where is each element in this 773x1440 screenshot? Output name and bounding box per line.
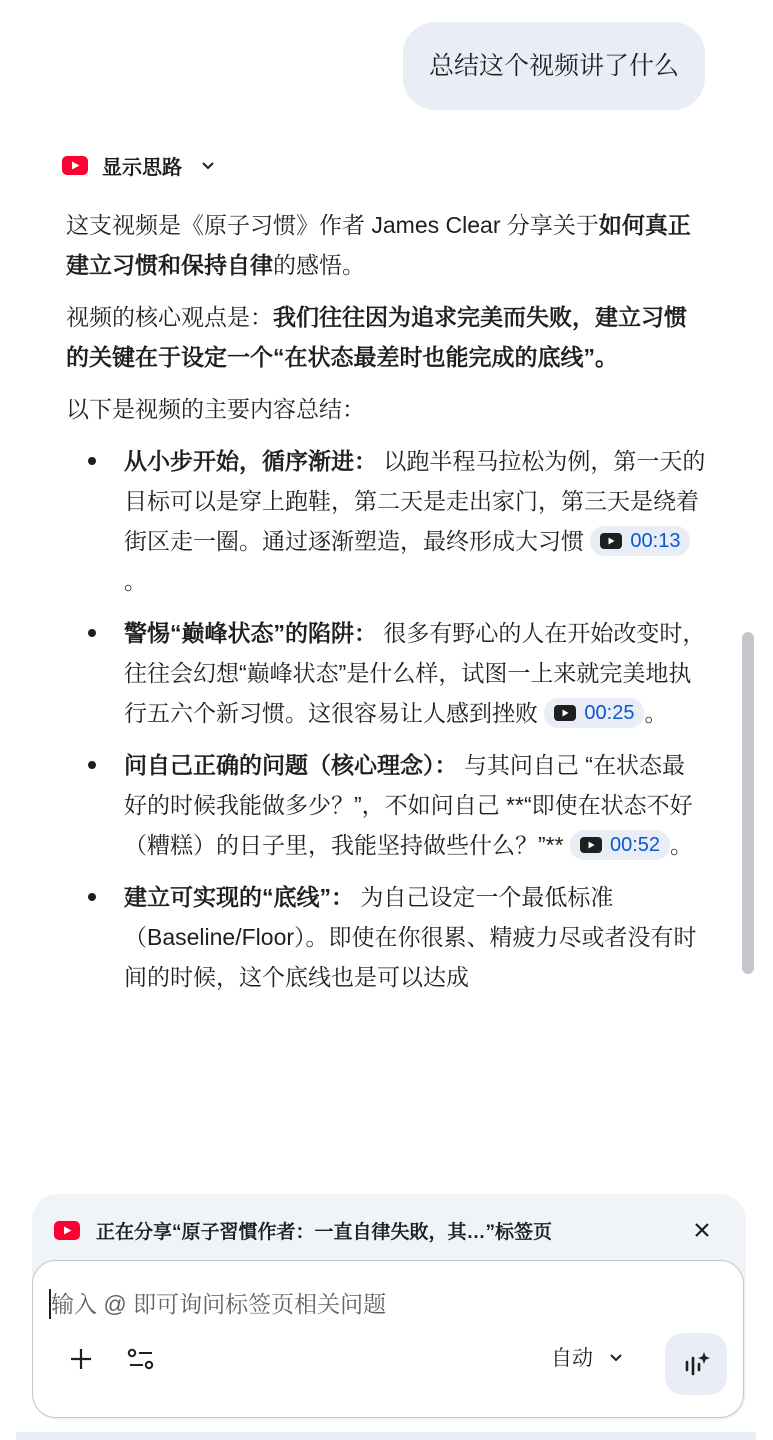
show-thoughts-toggle[interactable] [62,150,216,180]
timestamp-label: 00:25 [584,701,635,724]
user-message-text: 总结这个视频讲了什么 [428,52,679,80]
point-text: 与其问自己 “在状态最好的时候我能做多少？”，不如问自己 **“即使在状态不好（糟糕）的日子里，我能坚持做些什么？”** [124,752,693,858]
timestamp-chip[interactable] [570,830,670,860]
add-button[interactable] [61,1339,101,1379]
content-fade-overlay [0,1100,773,1200]
list-item [124,877,706,997]
point-end: 。 [644,700,668,726]
tools-icon [126,1346,156,1372]
intro-text: 这支视频是《原子习惯》作者 James Clear 分享关于 [66,212,599,238]
tab-share-bar [54,1210,714,1250]
show-thoughts-label: 显示思路 [102,156,182,179]
user-message-bubble [403,22,705,110]
point-text: 为自己设定一个最低标准（Baseline/Floor）。即使在你很累、精疲力尽或者没有时间的时候，这个底线也是可以达成 [124,884,697,990]
intro-text-end: 的感悟。 [273,252,365,278]
play-icon [600,533,622,549]
intro-bold-text: 如何真正建立习惯和保持自律 [66,212,691,278]
response-intro [66,205,706,285]
point-text: 以跑半程马拉松为例，第一天的目标可以是穿上跑鞋，第二天是走出家门，第三天是绕着街区走一圈。通过逐渐塑造，最终形成大习惯 [124,448,706,554]
summary-list [66,441,706,997]
mode-selector[interactable] [551,1335,623,1379]
composer-card [32,1260,744,1418]
voice-button[interactable] [665,1333,727,1395]
text-caret [49,1289,51,1319]
point-end: 。 [124,568,147,594]
chevron-down-icon [200,157,216,173]
youtube-icon [62,156,88,175]
list-item [124,745,706,865]
point-text: 很多有野心的人在开始改变时，往往会幻想“巅峰状态”是什么样，试图一上来就完美地执行五六个新习惯。这很容易让人感到挫败 [124,620,706,726]
timestamp-label: 00:13 [630,529,681,552]
point-title: 建立可实现的“底线”： [124,884,354,910]
mode-label: 自动 [551,1347,593,1370]
close-icon [693,1221,711,1239]
point-title: 问自己正确的问题（核心理念）： [124,752,458,778]
mic-sparkle-icon [681,1349,711,1379]
list-item [124,441,706,601]
youtube-icon [54,1221,80,1240]
close-share-button[interactable] [690,1218,714,1242]
list-item [124,613,706,733]
scrollbar-thumb[interactable] [742,632,754,974]
point-end: 。 [670,832,694,858]
tools-button[interactable] [121,1339,161,1379]
response-content [66,205,706,1009]
play-icon [580,837,602,853]
point-title: 从小步开始，循序渐进： [124,448,377,474]
core-bold-text: 我们往往因为追求完美而失败，建立习惯的关键在于设定一个“在状态最差时也能完成的底线”。 [66,304,687,370]
core-prefix: 视频的核心观点是： [66,304,273,330]
response-core [66,297,706,377]
summary-heading: 以下是视频的主要内容总结： [66,396,365,422]
plus-icon [68,1346,94,1372]
timestamp-chip[interactable] [544,698,644,728]
timestamp-chip[interactable] [590,526,690,556]
chevron-down-icon [609,1350,623,1364]
share-bar-text: 正在分享“原子習慣作者：一直自律失敗，其…”标签页 [96,1221,553,1243]
timestamp-label: 00:52 [609,833,661,856]
point-title: 警惕“巅峰状态”的陷阱： [124,620,377,646]
bottom-edge [16,1432,756,1440]
play-icon [554,705,576,721]
prompt-input[interactable] [49,1285,713,1323]
